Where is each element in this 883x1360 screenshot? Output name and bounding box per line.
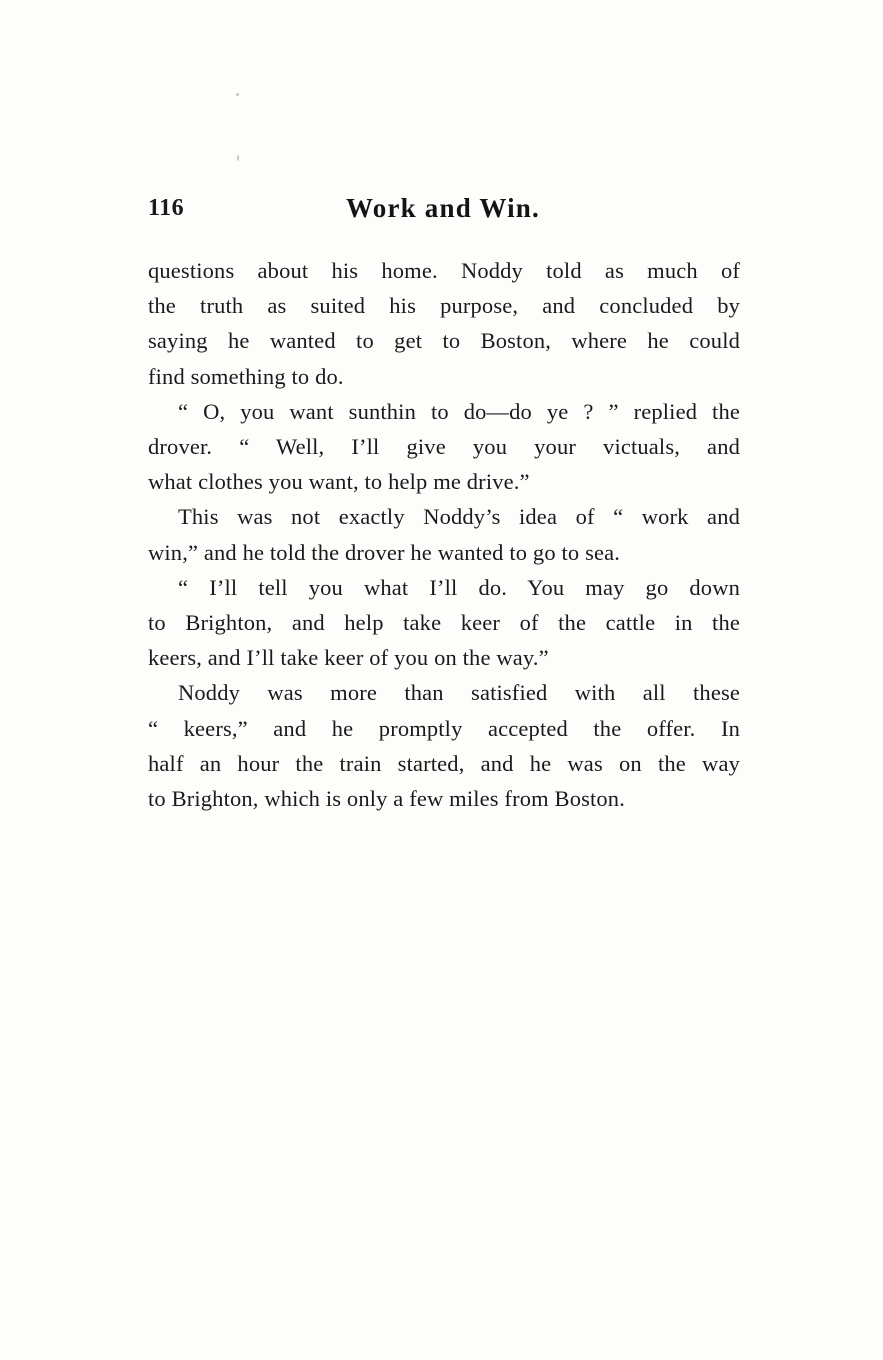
text-line: This was not exactly Noddy’s idea of “ work and: [178, 504, 740, 530]
text-line: keers, and I’ll take keer of you on the way.”: [148, 645, 549, 671]
text-line: “ I’ll tell you what I’ll do. You may go down: [178, 574, 740, 600]
running-head-title: Work and Win.: [346, 193, 540, 223]
text-line: win,” and he told the drover he wanted to go to sea.: [148, 539, 621, 565]
text-line: the truth as suited his purpose, and concluded by: [148, 293, 740, 319]
paragraph: [148, 499, 740, 569]
text-line: saying he wanted to get to Boston, where he could: [148, 328, 740, 354]
text-line: “ keers,” and he promptly accepted the offer. In: [148, 715, 740, 741]
page-header: [148, 195, 738, 229]
text-line: to Brighton, which is only a few miles from Boston.: [148, 786, 625, 812]
text-line: questions about his home. Noddy told as much of: [148, 258, 740, 283]
paragraph: [148, 570, 740, 676]
paragraph: [148, 394, 740, 500]
text-line: half an hour the train started, and he was on the way: [148, 750, 740, 776]
text-line: what clothes you want, to help me drive.”: [148, 469, 530, 495]
page-body: [148, 253, 740, 816]
page-number: 116: [148, 195, 185, 221]
text-line: to Brighton, and help take keer of the cattle in the: [148, 610, 740, 636]
text-line: “ O, you want sunthin to do—do ye ? ” replied the: [178, 398, 740, 424]
text-line: drover. “ Well, I’ll give you your victuals, and: [148, 434, 740, 460]
text-line: find something to do.: [148, 363, 344, 389]
text-line: Noddy was more than satisfied with all these: [178, 680, 740, 706]
paragraph: [148, 675, 740, 816]
paragraph: [148, 253, 740, 394]
